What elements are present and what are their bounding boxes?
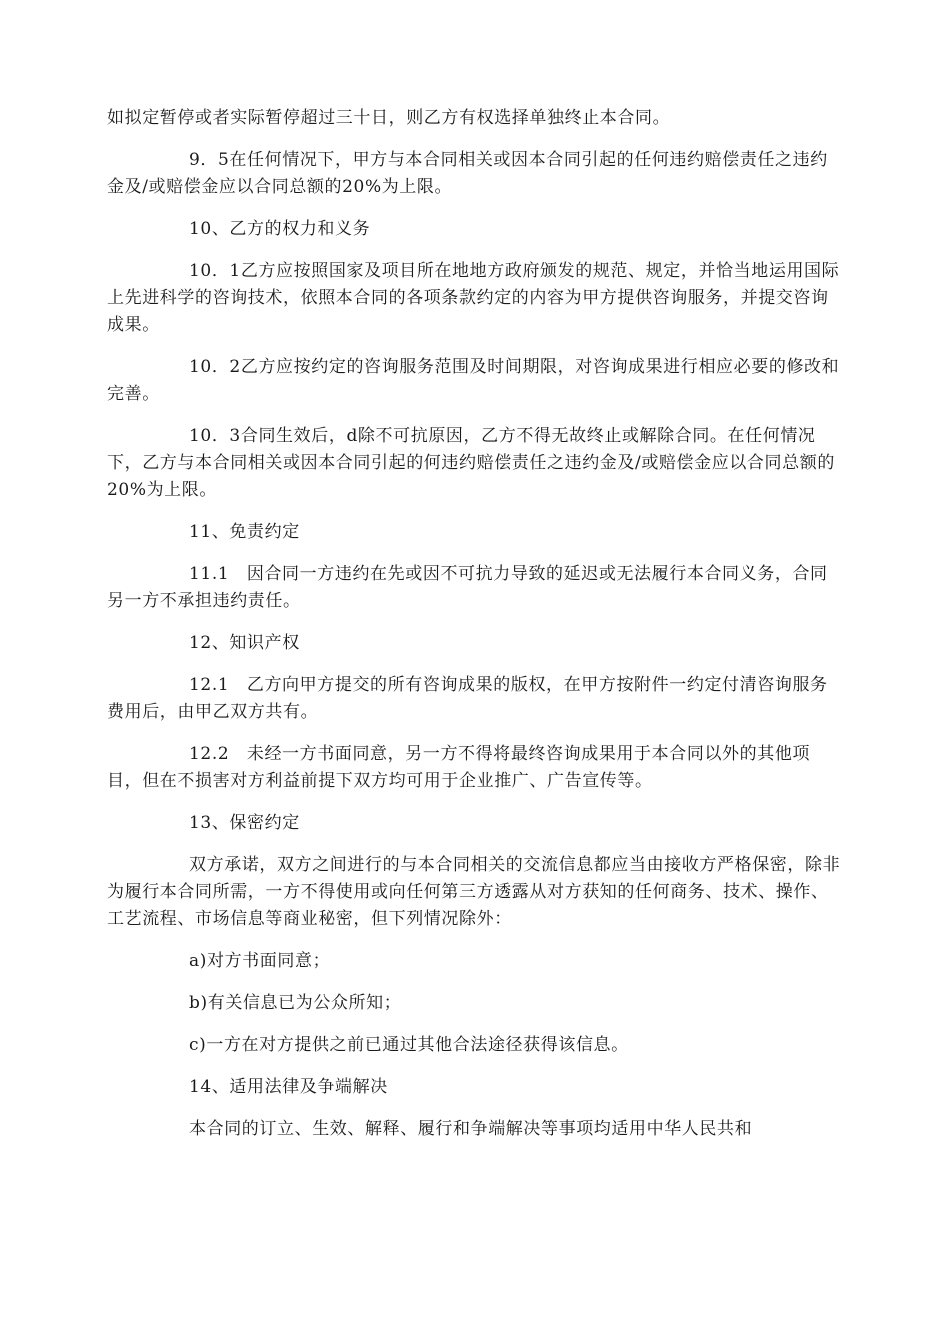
document-page: [107, 105, 844, 1158]
paragraph-confidentiality: 双方承诺，双方之间进行的与本合同相关的交流信息都应当由接收方严格保密，除非为履行本合同所需，一方不得使用或向任何第三方透露从对方获知的任何商务、技术、操作、工艺流程、市场信息等商业秘密，但下列情况除外：: [107, 855, 841, 929]
paragraph-suspension-termination: 如拟定暂停或者实际暂停超过三十日，则乙方有权选择单独终止本合同。: [107, 108, 671, 128]
heading-section-10: 10、乙方的权力和义务: [189, 219, 371, 239]
paragraph-clause-10-1: 10．1乙方应按照国家及项目所在地地方政府颁发的规范、规定，并恰当地运用国际上先进科学的咨询技术，依照本合同的各项条款约定的内容为甲方提供咨询服务，并提交咨询成果。: [107, 261, 840, 335]
paragraph-clause-9-5: 9．5在任何情况下，甲方与本合同相关或因本合同引起的任何违约赔偿责任之违约金及/或赔偿金应以合同总额的20%为上限。: [107, 150, 828, 197]
list-item-exception-c: c)一方在对方提供之前已通过其他合法途径获得该信息。: [189, 1035, 629, 1055]
heading-section-14: 14、适用法律及争端解决: [189, 1077, 388, 1097]
paragraph-clause-12-1: 12.1 乙方向甲方提交的所有咨询成果的版权，在甲方按附件一约定付清咨询服务费用后，由甲乙双方共有。: [107, 675, 828, 722]
list-item-exception-b: b)有关信息已为公众所知；: [189, 993, 402, 1013]
paragraph-clause-12-2: 12.2 未经一方书面同意，另一方不得将最终咨询成果用于本合同以外的其他项目，但在不损害对方利益前提下双方均可用于企业推广、广告宣传等。: [107, 744, 811, 791]
paragraph-clause-10-3: 10．3合同生效后，d除不可抗原因，乙方不得无故终止或解除合同。在任何情况下，乙方与本合同相关或因本合同引起的何违约赔偿责任之违约金及/或赔偿金应以合同总额的20%为上限。: [107, 426, 835, 500]
paragraph-clause-10-2: 10．2乙方应按约定的咨询服务范围及时间期限，对咨询成果进行相应必要的修改和完善。: [107, 357, 840, 404]
heading-section-11: 11、免责约定: [189, 522, 300, 542]
paragraph-clause-11-1: 11.1 因合同一方违约在先或因不可抗力导致的延迟或无法履行本合同义务，合同另一方不承担违约责任。: [107, 564, 828, 611]
paragraph-governing-law: 本合同的订立、生效、解释、履行和争端解决等事项均适用中华人民共和: [189, 1119, 753, 1139]
list-item-exception-a: a)对方书面同意；: [189, 951, 331, 971]
heading-section-13: 13、保密约定: [189, 813, 300, 833]
heading-section-12: 12、知识产权: [189, 633, 300, 653]
